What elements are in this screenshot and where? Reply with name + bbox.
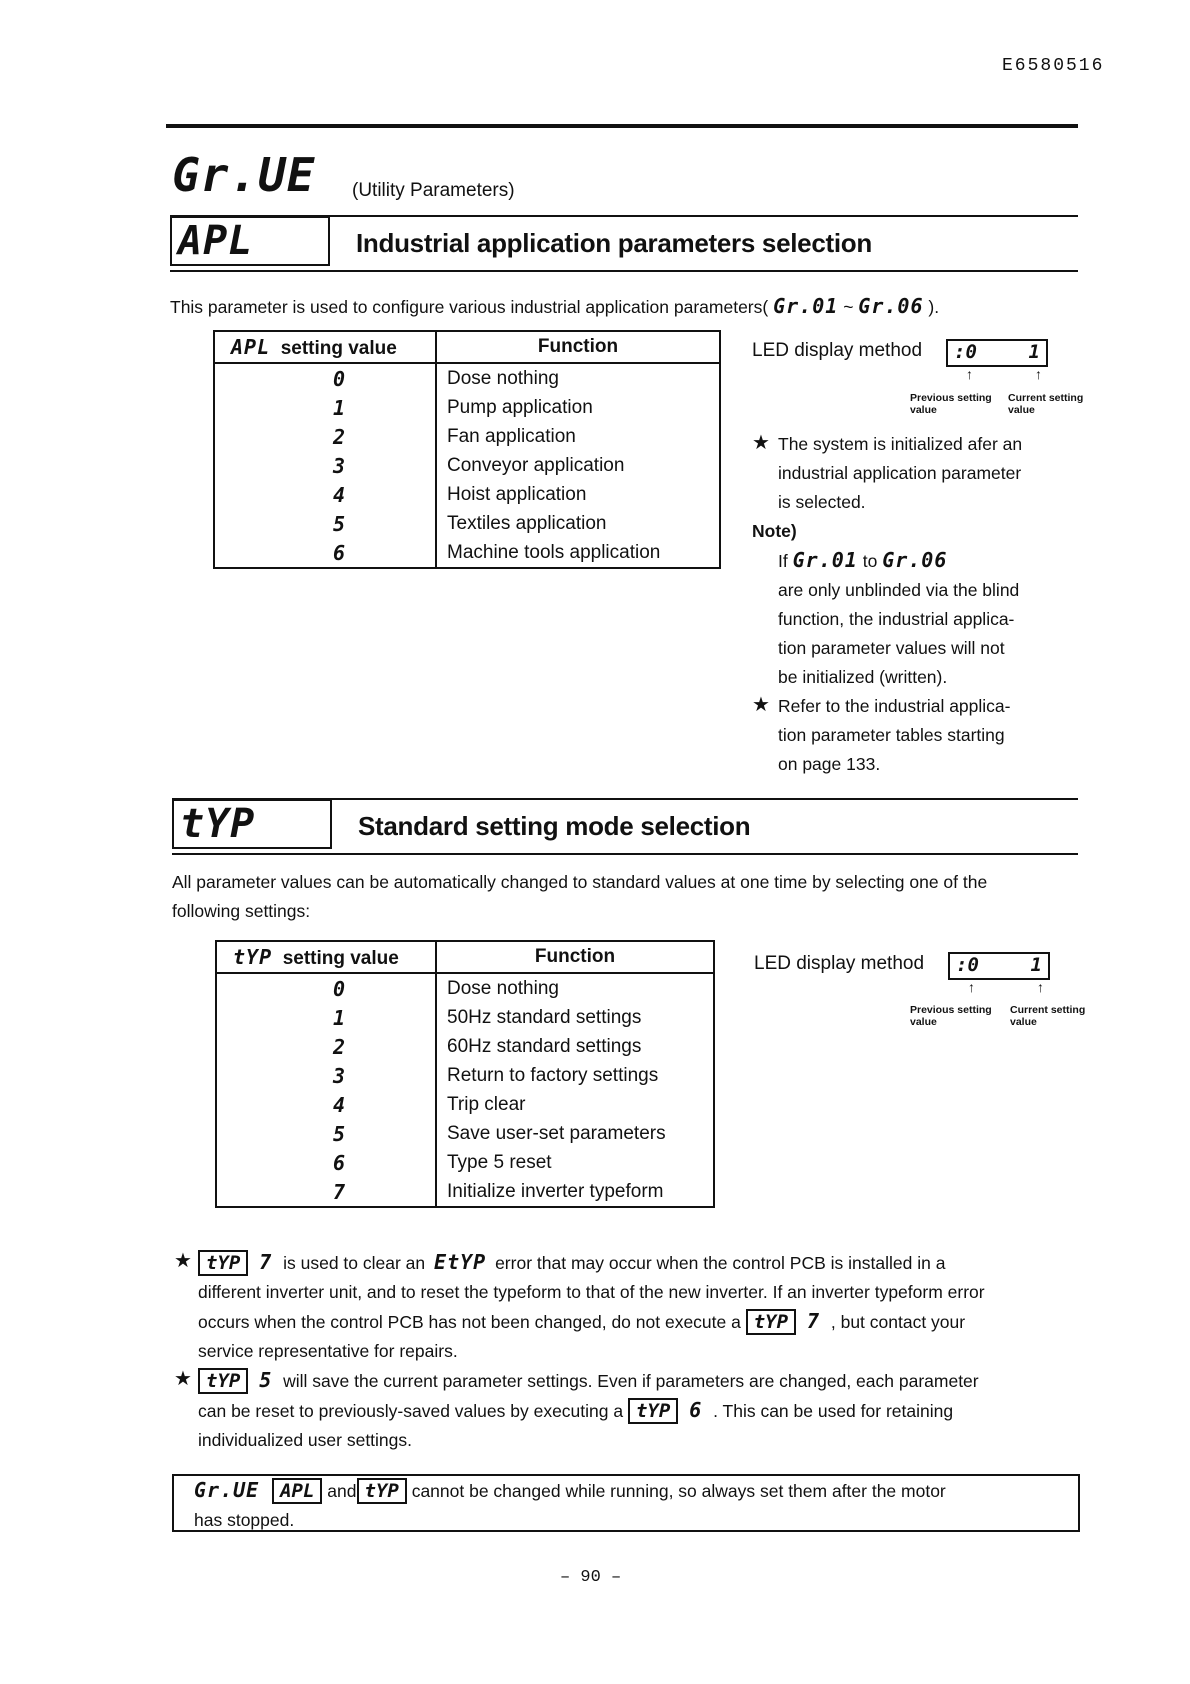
group-subtitle: (Utility Parameters)	[352, 180, 515, 201]
setting-function: Save user-set parameters	[447, 1122, 666, 1144]
table-row	[214, 393, 720, 422]
note-line: tion parameter tables starting	[778, 725, 1005, 745]
table-row	[216, 1119, 714, 1148]
table-row	[214, 363, 720, 393]
typ-header-value: tYP setting value	[216, 941, 436, 973]
setting-function: Conveyor application	[447, 454, 625, 476]
intro-code-from: Gr.01	[773, 294, 839, 318]
setting-function: 60Hz standard settings	[447, 1035, 642, 1057]
typ-table-body	[216, 973, 714, 1207]
note-line: on page 133.	[778, 754, 881, 774]
table-row	[216, 1061, 714, 1090]
typ-curr-label: Current setting value	[1010, 1004, 1086, 1028]
document-id: E6580516	[1002, 56, 1105, 76]
setting-function: Hoist application	[447, 483, 587, 505]
typ-prev-arrow-icon: ↑	[968, 979, 975, 995]
group-code: Gr.UE	[172, 148, 316, 202]
top-rule	[166, 124, 1078, 128]
table-row	[214, 480, 720, 509]
page-number: – 90 –	[560, 1568, 622, 1587]
table-row	[214, 509, 720, 538]
setting-value: 3	[214, 451, 436, 480]
setting-value: 6	[214, 538, 436, 568]
section1-bottom-rule	[170, 270, 1078, 272]
setting-function: Dose nothing	[447, 977, 559, 999]
star-icon: ★	[174, 1368, 192, 1390]
table-row	[216, 1177, 714, 1207]
typ-bullets	[172, 1248, 1102, 1455]
note-line: function, the industrial applica-	[778, 609, 1015, 629]
table-row	[216, 1003, 714, 1032]
note-line: Refer to the industrial applica-	[778, 696, 1011, 716]
typ-settings-table	[215, 940, 715, 1208]
note-line: be initialized (written).	[778, 667, 948, 687]
setting-function: Trip clear	[447, 1093, 526, 1115]
table-row	[216, 1090, 714, 1119]
star2-note	[778, 692, 1092, 779]
star1-note	[778, 430, 1092, 517]
setting-value: 0	[216, 973, 436, 1003]
setting-value: 2	[216, 1032, 436, 1061]
apl-curr-arrow-icon: ↑	[1035, 366, 1042, 382]
apl-curr-label: Current setting value	[1008, 392, 1084, 416]
section1-code: APL	[178, 218, 254, 264]
table-row	[214, 422, 720, 451]
note-label: Note)	[752, 521, 797, 541]
section2-bottom-rule	[172, 853, 1078, 855]
setting-function: Machine tools application	[447, 541, 661, 563]
star-icon: ★	[174, 1250, 192, 1272]
table-row	[214, 538, 720, 568]
note-line: The system is initialized afer an	[778, 434, 1023, 454]
section2-intro: All parameter values can be automatically changed to standard values at one time by selecting one of the following settings:	[172, 872, 988, 921]
table-row	[216, 973, 714, 1003]
section1-intro: This parameter is used to configure various industrial application parameters( Gr.01 ~ Gr.06 ).	[170, 294, 940, 318]
typ-led-display: :0 1	[948, 952, 1050, 980]
apl-notes	[752, 430, 1092, 779]
setting-value: 6	[216, 1148, 436, 1177]
apl-table-body	[214, 363, 720, 568]
apl-settings-table	[213, 330, 721, 569]
apl-prev-label: Previous setting value	[910, 392, 992, 416]
star-icon: ★	[752, 432, 770, 454]
section1-title: Industrial application parameters selection	[356, 228, 872, 258]
setting-value: 2	[214, 422, 436, 451]
setting-function: Pump application	[447, 396, 593, 418]
setting-function: 50Hz standard settings	[447, 1006, 642, 1028]
apl-header-value: APL setting value	[214, 331, 436, 363]
setting-value: 5	[216, 1119, 436, 1148]
setting-function: Textiles application	[447, 512, 607, 534]
setting-value: 3	[216, 1061, 436, 1090]
setting-function: Initialize inverter typeform	[447, 1180, 664, 1202]
apl-prev-arrow-icon: ↑	[966, 366, 973, 382]
note-line: is selected.	[778, 492, 866, 512]
typ-header-function: Function	[436, 941, 714, 973]
setting-value: 4	[216, 1090, 436, 1119]
intro-code-to: Gr.06	[858, 294, 924, 318]
typ-led-label: LED display method	[754, 953, 925, 974]
setting-function: Dose nothing	[447, 367, 559, 389]
apl-header-function: Function	[436, 331, 720, 363]
setting-function: Fan application	[447, 425, 576, 447]
typ-curr-arrow-icon: ↑	[1037, 979, 1044, 995]
bullet-typ5: ★ tYP 5 will save the current parameter settings. Even if parameters are changed, each parameter can be reset to previously-saved values by executing a tYP 6 . This can be used for retaining individualized user settings.	[172, 1366, 1102, 1455]
note-line: are only unblinded via the blind	[778, 580, 1020, 600]
table-row	[216, 1148, 714, 1177]
setting-value: 1	[216, 1003, 436, 1032]
setting-value: 4	[214, 480, 436, 509]
note-body: If Gr.01 to Gr.06 are only unblinded via the blind function, the industrial applica- tion parameter values will not be initialized (written).	[752, 546, 1092, 692]
setting-value: 1	[214, 393, 436, 422]
apl-led-label: LED display method	[752, 340, 923, 361]
bullet-typ7: ★ tYP 7 is used to clear an EtYP error that may occur when the control PCB is installed in a different inverter unit, and to reset the typeform to that of the new inverter. If an inverter typeform error occurs when the control PCB has not been changed, do not execute a tYP 7 , but contact your service representative for repairs.	[172, 1248, 1102, 1366]
section2-code: tYP	[180, 801, 256, 847]
apl-led-display: :0 1	[946, 339, 1048, 367]
setting-function: Type 5 reset	[447, 1151, 552, 1173]
table-row	[216, 1032, 714, 1061]
setting-value: 5	[214, 509, 436, 538]
note-line: tion parameter values will not	[778, 638, 1005, 658]
setting-value: 7	[216, 1177, 436, 1207]
running-warning-box: Gr.UE APL and tYP cannot be changed while running, so always set them after the motor has stopped.	[172, 1474, 1080, 1532]
note-line: industrial application parameter	[778, 463, 1022, 483]
setting-value: 0	[214, 363, 436, 393]
setting-function: Return to factory settings	[447, 1064, 659, 1086]
typ-prev-label: Previous setting value	[910, 1004, 992, 1028]
section1-code-box	[170, 216, 330, 266]
star-icon: ★	[752, 694, 770, 716]
section2-title: Standard setting mode selection	[358, 811, 751, 841]
table-row	[214, 451, 720, 480]
section2-code-box	[172, 799, 332, 849]
